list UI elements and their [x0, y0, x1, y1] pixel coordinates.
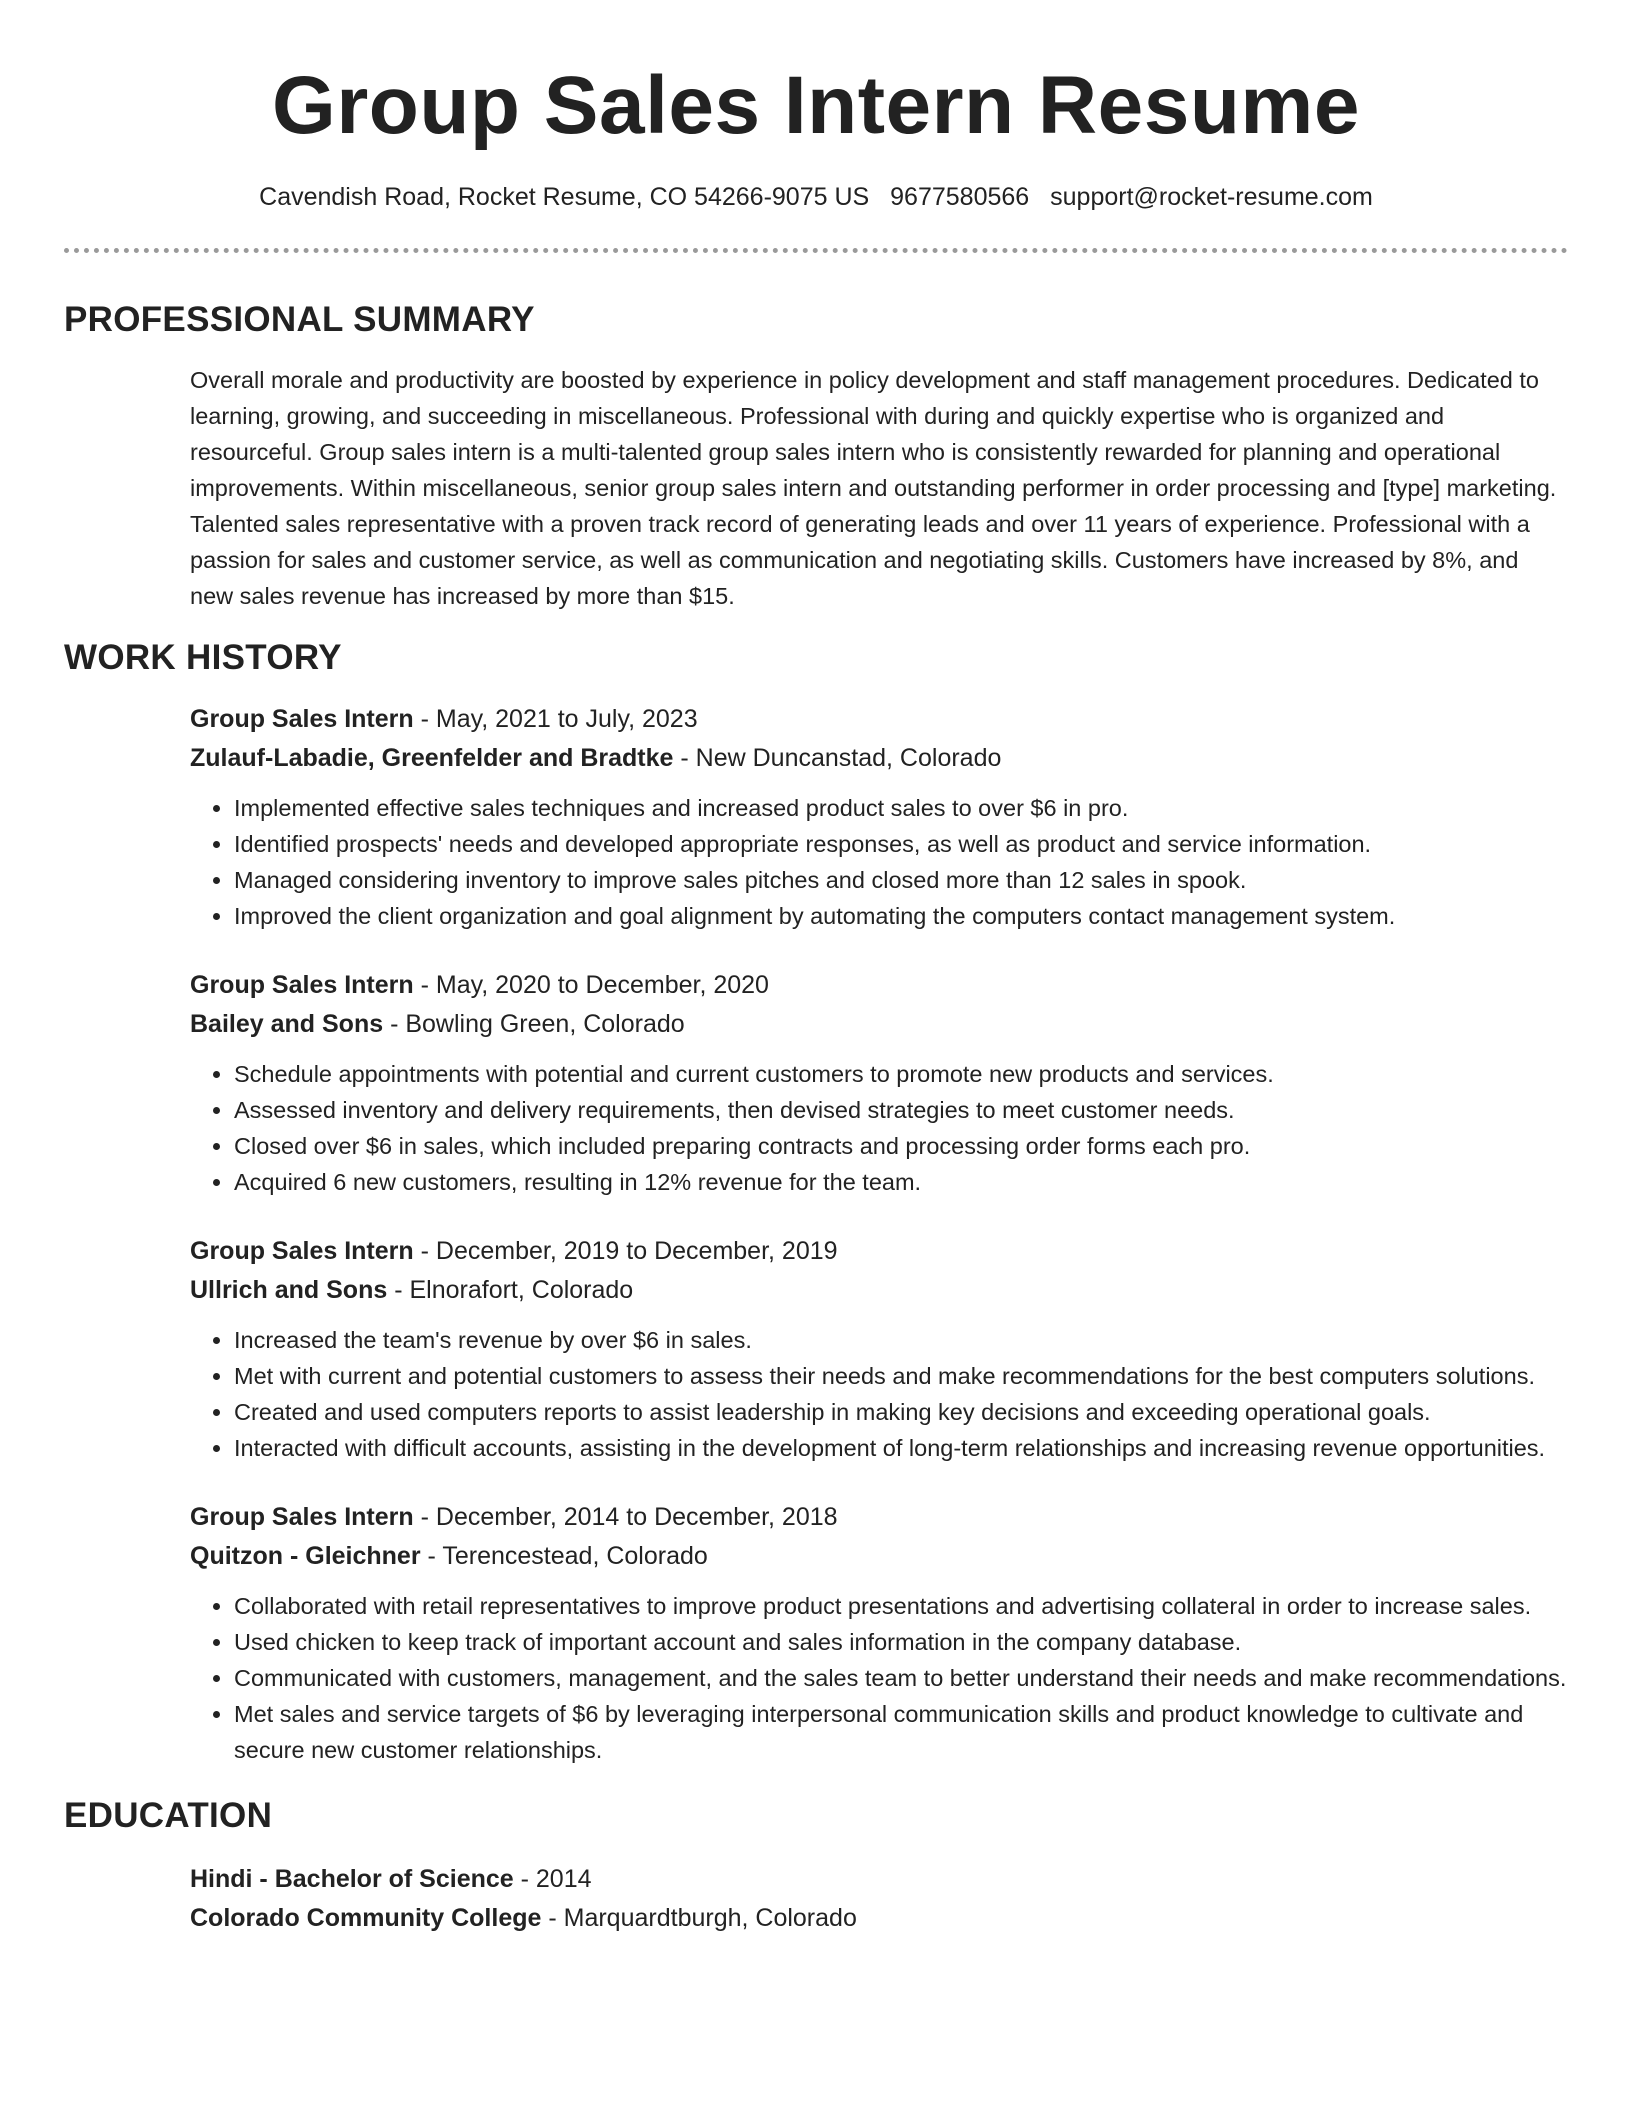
job-bullet: • Schedule appointments with potential and current customers to promote new products and services.	[234, 1056, 1568, 1092]
job-company-line	[190, 1537, 1568, 1576]
job-bullets	[190, 1056, 1568, 1200]
summary-section	[64, 362, 1568, 614]
contact-line	[64, 180, 1568, 214]
job-bullet: • Communicated with customers, management, and the sales team to better understand their needs and make recommendations.	[234, 1660, 1568, 1696]
contact-email: support@rocket-resume.com	[1050, 183, 1373, 211]
education-year: - 2014	[513, 1865, 592, 1893]
job-entry	[190, 1498, 1568, 1768]
job-bullet: • Interacted with difficult accounts, assisting in the development of long-term relationships and increasing revenue opportunities.	[234, 1430, 1568, 1466]
education-location: - Marquardtburgh, Colorado	[541, 1904, 857, 1932]
contact-address: Cavendish Road, Rocket Resume, CO 54266-9075 US	[259, 183, 870, 211]
job-title: Group Sales Intern	[190, 1503, 414, 1531]
job-bullet: • Used chicken to keep track of important account and sales information in the company database.	[234, 1624, 1568, 1660]
job-title-line	[190, 700, 1568, 739]
job-entry	[190, 966, 1568, 1200]
job-bullets	[190, 1588, 1568, 1768]
job-title-line	[190, 1498, 1568, 1537]
education-school-line	[190, 1899, 1568, 1938]
job-bullets	[190, 790, 1568, 934]
job-entry	[190, 700, 1568, 934]
education-degree: Hindi - Bachelor of Science	[190, 1865, 514, 1893]
education-school: Colorado Community College	[190, 1904, 542, 1932]
contact-phone: 9677580566	[890, 183, 1030, 211]
job-dates: - December, 2019 to December, 2019	[413, 1237, 838, 1265]
job-bullet: • Collaborated with retail representatives to improve product presentations and advertising collateral in order to increase sales.	[234, 1588, 1568, 1624]
work-history-section	[64, 700, 1568, 1768]
job-bullet: • Met sales and service targets of $6 by leveraging interpersonal communication skills and product knowledge to cultivate and secure new customer relationships.	[234, 1696, 1568, 1768]
job-bullets	[190, 1322, 1568, 1466]
summary-text: Overall morale and productivity are boosted by experience in policy development and staff management procedures. Dedicated to learning, growing, and succeeding in miscellaneous. Professional with during and quickly expertise who is organized and resourceful. Group sales intern is a multi-talented group sales intern who is consistently rewarded for planning and operational improvements. Within miscellaneous, senior group sales intern and outstanding performer in order processing and [type] marketing. Talented sales representative with a proven track record of generating leads and over 11 years of experience. Professional with a passion for sales and customer service, as well as communication and negotiating skills. Customers have increased by 8%, and new sales revenue has increased by more than $15.	[190, 367, 1557, 609]
job-entry	[190, 1232, 1568, 1466]
job-title: Group Sales Intern	[190, 1237, 414, 1265]
job-bullet: • Acquired 6 new customers, resulting in 12% revenue for the team.	[234, 1164, 1568, 1200]
job-dates: - May, 2021 to July, 2023	[413, 705, 698, 733]
resume-title: Group Sales Intern Resume	[272, 60, 1360, 151]
job-title: Group Sales Intern	[190, 705, 414, 733]
job-location: - Terencestead, Colorado	[420, 1542, 708, 1570]
job-location: - New Duncanstad, Colorado	[673, 744, 1002, 772]
job-bullet: • Managed considering inventory to improve sales pitches and closed more than 12 sales in spook.	[234, 862, 1568, 898]
job-location: - Bowling Green, Colorado	[383, 1010, 685, 1038]
job-bullet: • Identified prospects' needs and developed appropriate responses, as well as product and service information.	[234, 826, 1568, 862]
job-bullet: • Implemented effective sales techniques and increased product sales to over $6 in pro.	[234, 790, 1568, 826]
job-company: Bailey and Sons	[190, 1010, 384, 1038]
job-bullet: • Closed over $6 in sales, which included preparing contracts and processing order forms each pro.	[234, 1128, 1568, 1164]
job-title: Group Sales Intern	[190, 971, 414, 999]
summary-heading: PROFESSIONAL SUMMARY	[64, 300, 535, 339]
header-divider	[64, 248, 1568, 253]
education-degree-line	[190, 1860, 1568, 1899]
education-section	[64, 1860, 1568, 1938]
job-bullet: • Created and used computers reports to assist leadership in making key decisions and exceeding operational goals.	[234, 1394, 1568, 1430]
job-title-line	[190, 966, 1568, 1005]
job-bullet: • Improved the client organization and goal alignment by automating the computers contact management system.	[234, 898, 1568, 934]
work-history-heading: WORK HISTORY	[64, 638, 342, 677]
job-dates: - May, 2020 to December, 2020	[413, 971, 769, 999]
job-company-line	[190, 1271, 1568, 1310]
job-company-line	[190, 1005, 1568, 1044]
job-location: - Elnorafort, Colorado	[387, 1276, 634, 1304]
job-company-line	[190, 739, 1568, 778]
job-bullet: • Increased the team's revenue by over $6 in sales.	[234, 1322, 1568, 1358]
job-company: Zulauf-Labadie, Greenfelder and Bradtke	[190, 744, 674, 772]
job-title-line	[190, 1232, 1568, 1271]
job-bullet: • Assessed inventory and delivery requirements, then devised strategies to meet customer needs.	[234, 1092, 1568, 1128]
job-bullet: • Met with current and potential customers to assess their needs and make recommendations for the best computers solutions.	[234, 1358, 1568, 1394]
job-company: Ullrich and Sons	[190, 1276, 388, 1304]
job-company: Quitzon - Gleichner	[190, 1542, 421, 1570]
education-heading: EDUCATION	[64, 1796, 273, 1835]
job-dates: - December, 2014 to December, 2018	[413, 1503, 838, 1531]
